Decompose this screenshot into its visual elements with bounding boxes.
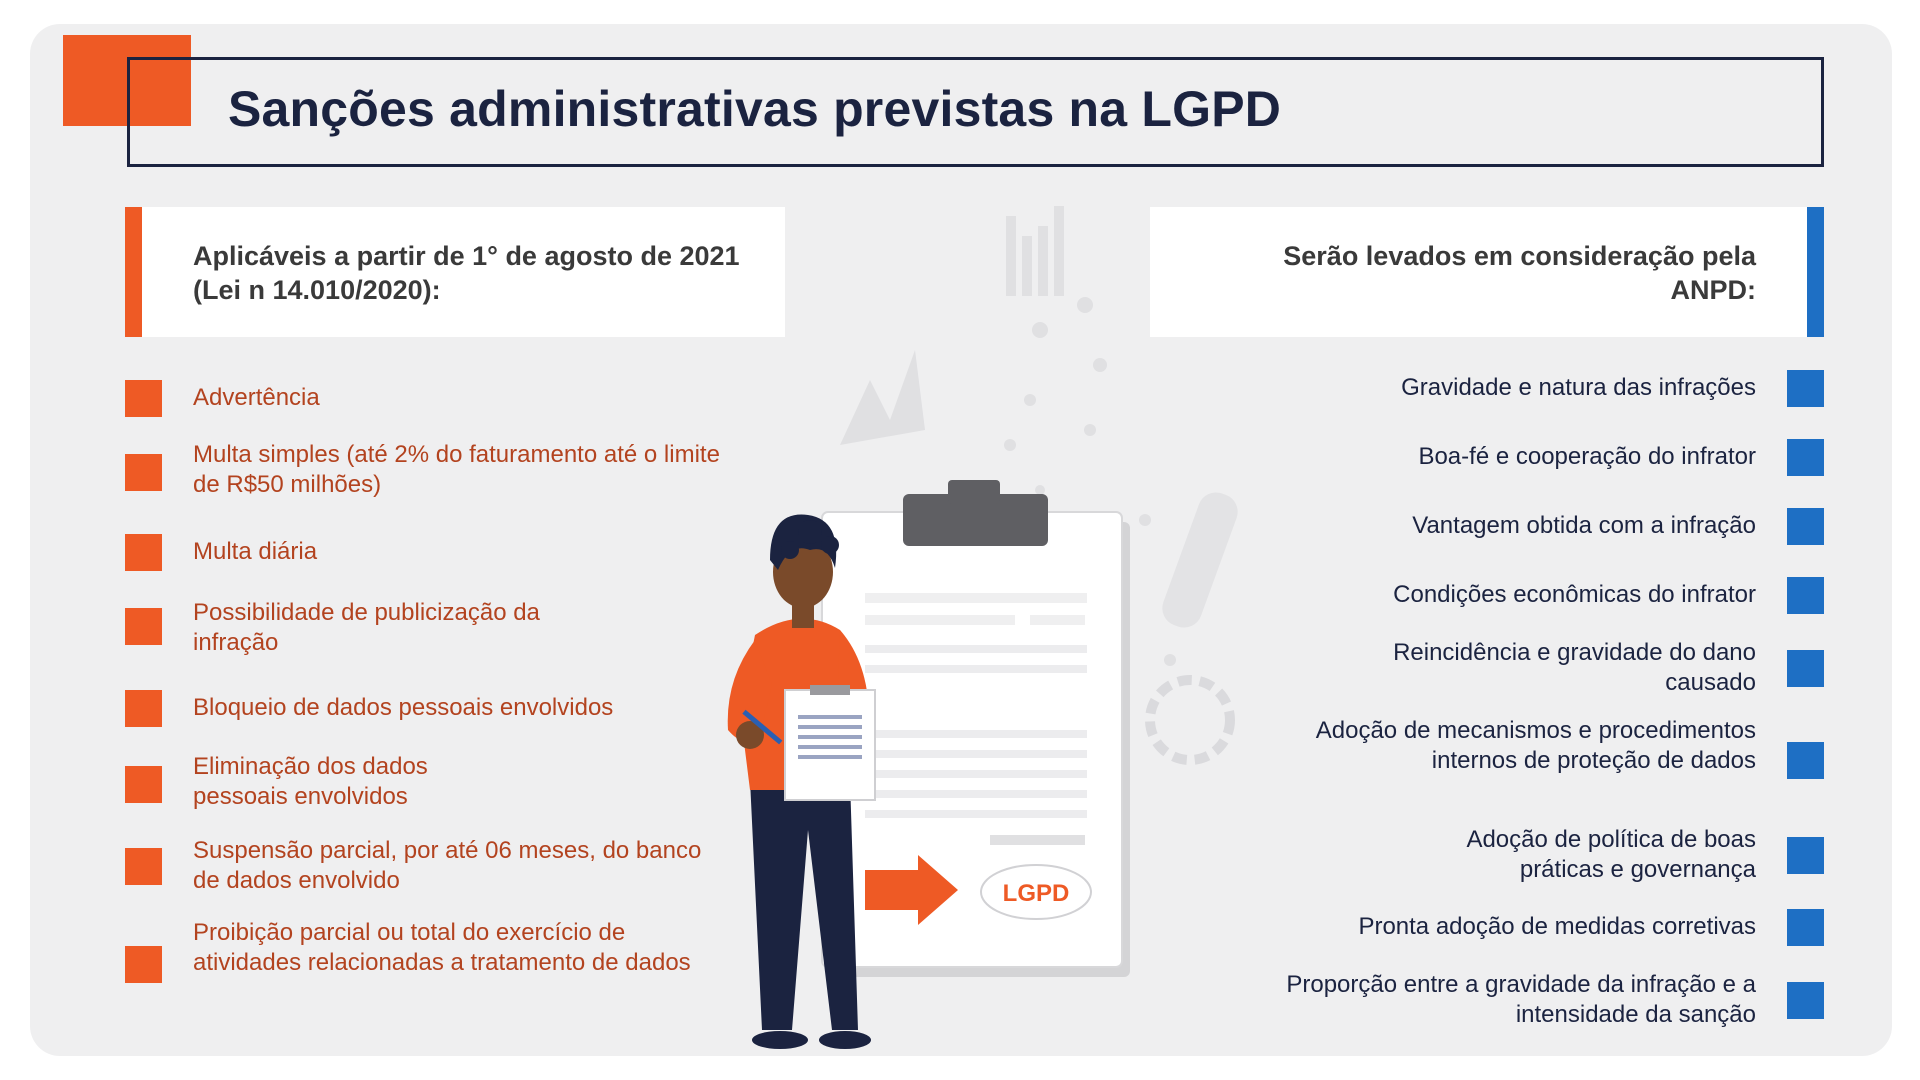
blue-bullet-icon [1787, 982, 1824, 1019]
background-magnifier-icon [1157, 487, 1242, 632]
orange-bullet-icon [125, 380, 162, 417]
blue-bullet-icon [1787, 650, 1824, 687]
blue-bullet-icon [1787, 508, 1824, 545]
blue-bullet-icon [1787, 439, 1824, 476]
orange-bullet-icon [125, 534, 162, 571]
right-header-accent-bar [1807, 207, 1824, 337]
right-header-text: Serão levados em consideração pela ANPD: [1283, 241, 1756, 305]
left-column-header [125, 207, 785, 337]
orange-bullet-icon [125, 946, 162, 983]
orange-bullet-icon [125, 690, 162, 727]
blue-bullet-icon [1787, 837, 1824, 874]
lgpd-illustration [700, 190, 1260, 1050]
left-header-text: Aplicáveis a partir de 1° de agosto de 2021 (Lei n 14.010/2020): [193, 241, 740, 305]
orange-bullet-icon [125, 766, 162, 803]
orange-bullet-icon [125, 848, 162, 885]
orange-bullet-icon [125, 608, 162, 645]
blue-bullet-icon [1787, 742, 1824, 779]
orange-bullet-icon [125, 454, 162, 491]
page-title: Sanções administrativas previstas na LGPD [228, 81, 1282, 137]
blue-bullet-icon [1787, 909, 1824, 946]
blue-bullet-icon [1787, 370, 1824, 407]
lgpd-badge-text: LGPD [1002, 880, 1070, 907]
left-header-accent-bar [125, 207, 142, 337]
background-gear-icon [1150, 680, 1230, 760]
blue-bullet-icon [1787, 577, 1824, 614]
